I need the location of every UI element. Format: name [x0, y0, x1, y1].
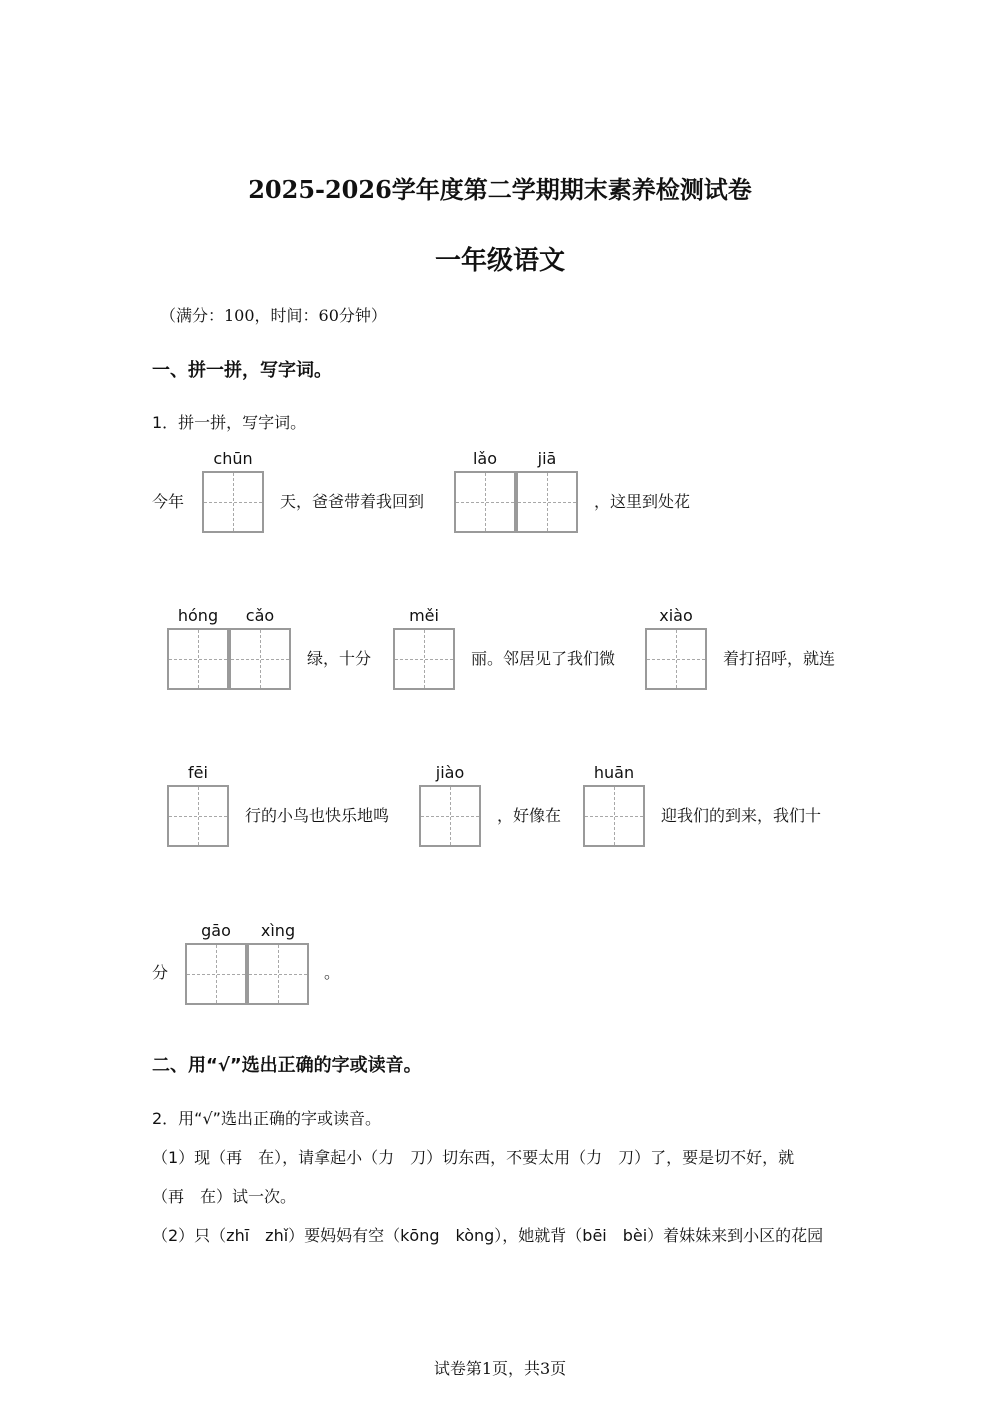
item-1-line-1: （1）现（再 在），请拿起小（力 刀）切东西，不要太用（力 刀）了，要是切不好，就	[152, 1148, 795, 1167]
row1-text-1: 今年	[152, 492, 185, 511]
question-1: 1．拼一拼，写字词。	[152, 413, 307, 432]
question-2: 2．用“√”选出正确的字或读音。	[152, 1109, 381, 1128]
row4-text-1: 分	[152, 963, 169, 982]
row2-text-3: 着打招呼，就连	[723, 649, 836, 668]
pinyin-mei: měi	[409, 606, 439, 625]
section2-heading: 二、用“√”选出正确的字或读音。	[152, 1055, 422, 1076]
row4-text-2: 。	[324, 963, 341, 982]
page-footer: 试卷第1页，共3页	[433, 1359, 567, 1378]
pinyin-xiao: xiào	[659, 606, 693, 625]
writing-box[interactable]	[247, 943, 309, 1005]
pinyin-chun: chūn	[213, 449, 253, 468]
exam-title: 2025-2026学年度第二学期期末素养检测试卷	[248, 175, 752, 204]
row2-text-2: 丽。邻居见了我们微	[471, 649, 616, 668]
pinyin-huan: huān	[593, 763, 635, 782]
writing-box[interactable]	[454, 471, 516, 533]
pinyin-jiao: jiào	[435, 763, 465, 782]
writing-box[interactable]	[167, 785, 229, 847]
writing-box[interactable]	[645, 628, 707, 690]
writing-box[interactable]	[583, 785, 645, 847]
exam-subtitle: 一年级语文	[434, 246, 565, 276]
section1-heading: 一、拼一拼，写字词。	[152, 360, 332, 381]
item-1-line-2: （再 在）试一次。	[152, 1187, 297, 1206]
pinyin-jia: jiā	[537, 449, 557, 468]
pinyin-fei: fēi	[188, 763, 208, 782]
pinyin-xing: xìng	[260, 921, 296, 940]
writing-box[interactable]	[393, 628, 455, 690]
exam-note: （满分：100，时间：60分钟）	[160, 306, 387, 325]
pinyin-cao: cǎo	[245, 606, 275, 625]
row3-text-1: 行的小鸟也快乐地鸣	[245, 806, 390, 825]
item-2-line-1: （2）只（zhī zhǐ）要妈妈有空（kōng kòng），她就背（bēi bèi）着妹妹来到小区的花园	[152, 1226, 824, 1245]
pinyin-hong: hóng	[177, 606, 219, 625]
row3-text-2: ，好像在	[497, 806, 562, 825]
writing-box[interactable]	[202, 471, 264, 533]
row2-text-1: 绿，十分	[307, 649, 372, 668]
writing-box[interactable]	[419, 785, 481, 847]
writing-box[interactable]	[516, 471, 578, 533]
writing-box[interactable]	[229, 628, 291, 690]
pinyin-gao: gāo	[201, 921, 231, 940]
row1-text-2: 天，爸爸带着我回到	[280, 492, 425, 511]
writing-box[interactable]	[185, 943, 247, 1005]
pinyin-lao: lǎo	[472, 449, 498, 468]
row3-text-3: 迎我们的到来，我们十	[661, 806, 822, 825]
writing-box[interactable]	[167, 628, 229, 690]
row1-text-3: ，这里到处花	[594, 492, 691, 511]
